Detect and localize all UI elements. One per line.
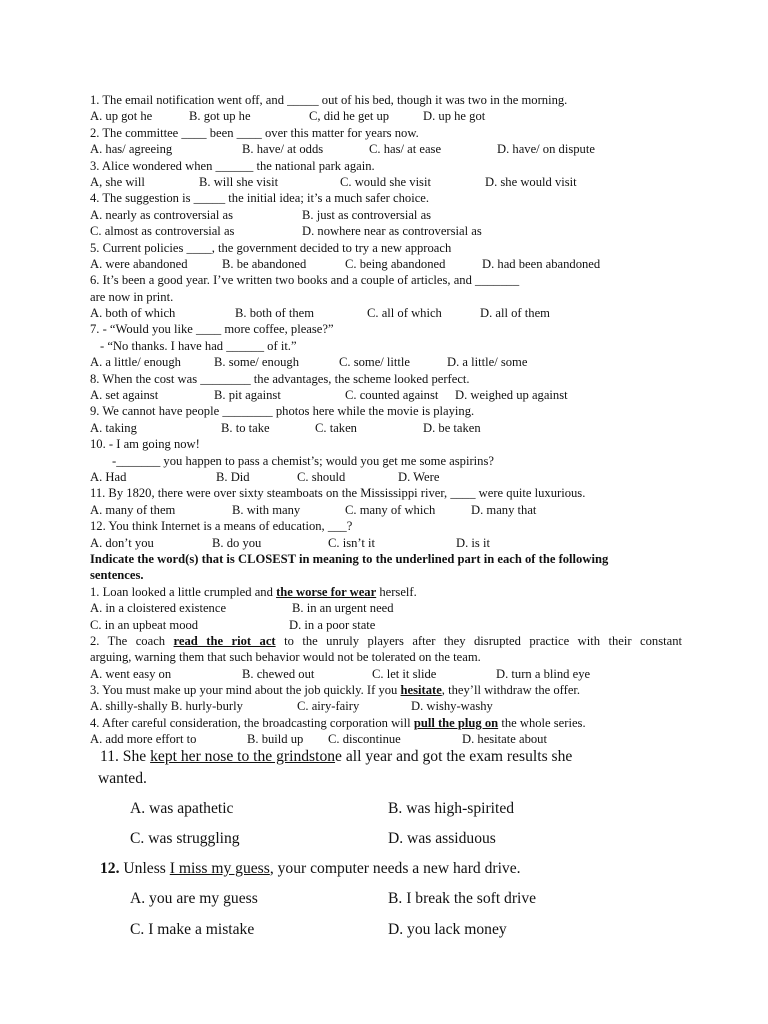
underlined-phrase: pull the plug on bbox=[413, 715, 499, 730]
option-d: D. be taken bbox=[423, 420, 481, 435]
option-d: D. you lack money bbox=[388, 921, 507, 938]
option-c: C. isn’t it bbox=[328, 535, 376, 550]
option-a: A. in a cloistered existence bbox=[90, 601, 227, 616]
option-d: D. was assiduous bbox=[388, 830, 496, 847]
underlined-phrase: the worse for wear bbox=[276, 584, 377, 599]
option-b: B. pit against bbox=[214, 388, 281, 403]
synonym-question-2: 2. The coach read the riot act to the unruly players after they disrupted practice with their constant bbox=[90, 633, 682, 648]
question-3-options bbox=[90, 174, 682, 190]
question-4: 4. The suggestion is _____ the initial idea; it’s a much safer choice. bbox=[90, 191, 430, 206]
underlined-phrase: I miss my guess bbox=[169, 860, 270, 877]
option-d: D. hesitate about bbox=[462, 732, 547, 747]
option-c: C. has/ at ease bbox=[369, 142, 442, 157]
synonym-question-1: 1. Loan looked a little crumpled and the worse for wear herself. bbox=[90, 584, 417, 599]
option-a: A. don’t you bbox=[90, 535, 154, 550]
underlined-phrase: read the riot act bbox=[173, 633, 276, 648]
question-12: 12. You think Internet is a means of education, ___? bbox=[90, 519, 353, 534]
synonym-question-1-options-ab bbox=[90, 600, 682, 616]
option-c: C. being abandoned bbox=[345, 256, 446, 271]
option-c: C. counted against bbox=[345, 388, 439, 403]
synonym-question-3-options bbox=[90, 698, 682, 714]
option-a: A. Had bbox=[90, 469, 127, 484]
question-3: 3. Alice wondered when ______ the national park again. bbox=[90, 158, 375, 173]
question-6-options bbox=[90, 305, 682, 321]
option-d: D. is it bbox=[456, 535, 490, 550]
question-10: 10. - I am going now! bbox=[90, 437, 200, 452]
option-a: A. set against bbox=[90, 388, 159, 403]
option-c: C. let it slide bbox=[372, 666, 437, 681]
question-2: 2. The committee ____ been ____ over this matter for years now. bbox=[90, 125, 419, 140]
option-c: C. all of which bbox=[367, 306, 442, 321]
option-d: D. weighed up against bbox=[455, 388, 568, 403]
option-b: B. with many bbox=[232, 502, 301, 517]
option-d: D. turn a blind eye bbox=[496, 666, 591, 681]
question-4-options-cd bbox=[90, 223, 682, 239]
option-b: B. just as controversial as bbox=[302, 207, 432, 222]
option-b: B. I break the soft drive bbox=[388, 890, 537, 907]
option-d: D. wishy-washy bbox=[411, 699, 493, 714]
option-a: A. you are my guess bbox=[130, 890, 258, 907]
exercise-sheet bbox=[90, 92, 682, 748]
synonym-question-2-options bbox=[90, 666, 682, 682]
option-d: D. up he got bbox=[423, 109, 486, 124]
question-5: 5. Current policies ____, the government decided to try a new approach bbox=[90, 240, 452, 255]
option-c: C. would she visit bbox=[340, 174, 431, 189]
option-c: C, did he get up bbox=[309, 109, 390, 124]
option-c: C. was struggling bbox=[130, 830, 240, 847]
option-c: C. discontinue bbox=[328, 732, 401, 747]
option-b: B. be abandoned bbox=[222, 256, 307, 271]
option-a: A. has/ agreeing bbox=[90, 142, 173, 157]
synonym-question-1-options-cd bbox=[90, 617, 682, 633]
option-d: D. had been abandoned bbox=[482, 256, 601, 271]
question-6: 6. It’s been a good year. I’ve written two books and a couple of articles, and _______ bbox=[90, 273, 520, 288]
option-a: A. a little/ enough bbox=[90, 355, 181, 370]
option-b: B. to take bbox=[221, 420, 270, 435]
option-ab: A. shilly-shally B. hurly-burly bbox=[90, 699, 243, 714]
question-7-cont: - “No thanks. I have had ______ of it.” bbox=[100, 338, 297, 353]
question-1: 1. The email notification went off, and _____ out of his bed, though it was two in the morning. bbox=[90, 93, 568, 107]
question-11: 11. By 1820, there were over sixty steamboats on the Mississippi river, ____ were quite luxurious. bbox=[90, 486, 586, 501]
option-c: C. many of which bbox=[345, 502, 436, 517]
option-c: C. taken bbox=[315, 420, 357, 435]
option-d: D. she would visit bbox=[485, 174, 577, 189]
question-2-options bbox=[90, 141, 682, 157]
option-b: B. in an urgent need bbox=[292, 601, 394, 616]
synonym-question-4: 4. After careful consideration, the broadcasting corporation will pull the plug on the whole series. bbox=[90, 715, 586, 730]
option-b: B. have/ at odds bbox=[242, 142, 324, 157]
option-a: A. add more effort to bbox=[90, 732, 197, 747]
section-instruction: Indicate the word(s) that is CLOSEST in meaning to the underlined part in each of the following bbox=[90, 551, 609, 566]
question-7: 7. - “Would you like ____ more coffee, please?” bbox=[90, 322, 334, 337]
question-8-options bbox=[90, 387, 682, 403]
option-a: A. both of which bbox=[90, 306, 176, 321]
option-d: D. have/ on dispute bbox=[497, 142, 595, 157]
option-d: D. nowhere near as controversial as bbox=[302, 224, 482, 239]
option-b: B. build up bbox=[247, 732, 304, 747]
question-9-options bbox=[90, 420, 682, 436]
option-c: C. in an upbeat mood bbox=[90, 617, 199, 632]
option-a: A. were abandoned bbox=[90, 256, 188, 271]
question-12-options bbox=[90, 535, 682, 551]
section-instruction-cont: sentences. bbox=[90, 568, 144, 583]
synonym-question-3: 3. You must make up your mind about the job quickly. If you hesitate, they’ll withdraw the offer. bbox=[90, 683, 581, 698]
option-d: D. many that bbox=[471, 502, 537, 517]
question-5-options bbox=[90, 256, 682, 272]
option-d: D. in a poor state bbox=[289, 617, 376, 632]
question-10-options bbox=[90, 469, 682, 485]
option-a: A. went easy on bbox=[90, 666, 172, 681]
question-number: 12. bbox=[100, 860, 120, 877]
synonym-question-4-options bbox=[90, 731, 682, 747]
question-1-options bbox=[90, 108, 682, 124]
option-b: B. will she visit bbox=[199, 174, 279, 189]
option-d: D. Were bbox=[398, 469, 440, 484]
option-c: C. some/ little bbox=[339, 355, 411, 370]
option-b: B. was high-spirited bbox=[388, 800, 515, 817]
option-a: A. nearly as controversial as bbox=[90, 207, 234, 222]
option-b: B. some/ enough bbox=[214, 355, 300, 370]
option-b: B. Did bbox=[216, 469, 250, 484]
question-10-cont: -_______ you happen to pass a chemist’s; would you get me some aspirins? bbox=[112, 453, 494, 468]
option-a: A, she will bbox=[90, 174, 145, 189]
option-b: B. got up he bbox=[189, 109, 251, 124]
synonym-question-2-cont: arguing, warning them that such behavior would not be tolerated on the team. bbox=[90, 650, 481, 665]
option-c: C. almost as controversial as bbox=[90, 224, 235, 239]
option-a: A. up got he bbox=[90, 109, 153, 124]
option-c: C. should bbox=[297, 469, 346, 484]
option-d: D. all of them bbox=[480, 306, 550, 321]
option-b: B. chewed out bbox=[242, 666, 315, 681]
underlined-phrase: hesitate bbox=[400, 683, 442, 698]
option-b: B. do you bbox=[212, 535, 262, 550]
underlined-phrase: kept her nose to the grindston bbox=[150, 748, 336, 765]
option-a: A. taking bbox=[90, 420, 137, 435]
question-4-options-ab bbox=[90, 207, 682, 223]
question-7-options bbox=[90, 354, 682, 370]
option-b: B. both of them bbox=[235, 306, 315, 321]
option-d: D. a little/ some bbox=[447, 355, 528, 370]
question-11-options bbox=[90, 502, 682, 518]
option-c: C. I make a mistake bbox=[130, 921, 255, 938]
question-9: 9. We cannot have people ________ photos here while the movie is playing. bbox=[90, 404, 475, 419]
option-c: C. airy-fairy bbox=[297, 699, 360, 714]
question-8: 8. When the cost was ________ the advantages, the scheme looked perfect. bbox=[90, 371, 470, 386]
option-a: A. many of them bbox=[90, 502, 176, 517]
option-a: A. was apathetic bbox=[130, 800, 234, 817]
question-6-cont: are now in print. bbox=[90, 289, 174, 304]
